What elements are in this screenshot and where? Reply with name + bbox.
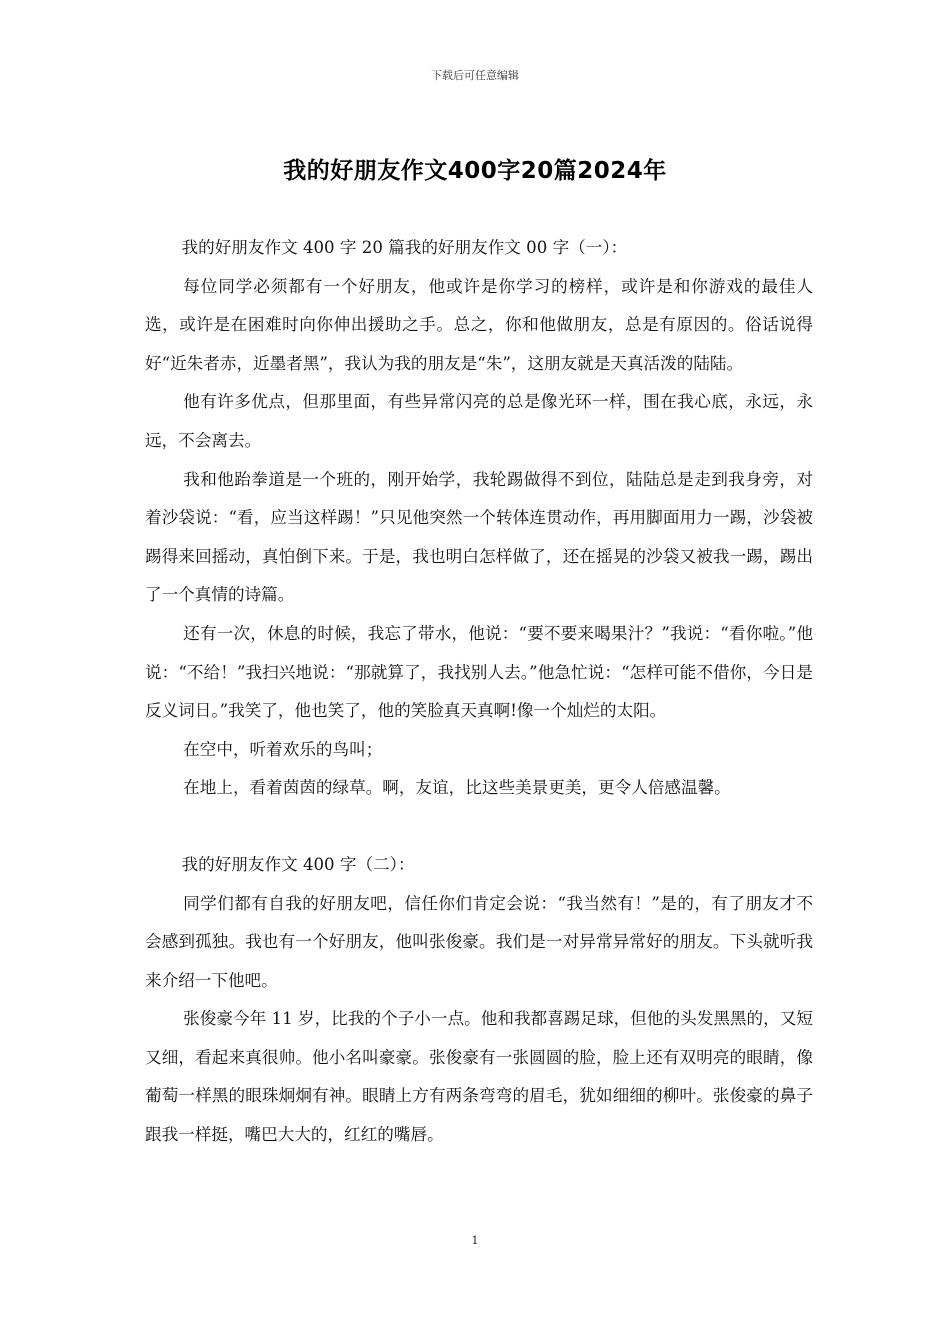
document-body [145, 229, 813, 1155]
paragraph: 他有许多优点，但那里面，有些异常闪亮的总是像光环一样，围在我心底，永远，永远，不会离去。 [145, 392, 813, 450]
paragraph: 在地上，看着茵茵的绿草。啊，友谊，比这些美景更美，更令人倍感温馨。 [183, 778, 731, 798]
page-number: 1 [471, 1234, 479, 1247]
paragraph: 每位同学必须都有一个好朋友，他或许是你学习的榜样，或许是和你游戏的最佳人选，或许是在困难时向你伸出援助之手。总之，你和他做朋友，总是有原因的。俗话说得好“近朱者赤，近墨者黑”，我认为我的朋友是“朱”，这朋友就是天真活泼的陆陆。 [145, 276, 813, 373]
paragraph: 在空中，听着欢乐的鸟叫； [183, 739, 383, 759]
header-note: 下载后可任意编辑 [431, 69, 519, 82]
document-title: 我的好朋友作文400字20篇2024年 [283, 158, 667, 184]
paragraph: 张俊豪今年 11 岁，比我的个子小一点。他和我都喜踢足球，但他的头发黑黑的，又短又细，看起来真很帅。他小名叫豪豪。张俊豪有一张圆圆的脸，脸上还有双明亮的眼睛，像葡萄一样黑的眼珠炯炯有神。眼睛上方有两条弯弯的眉毛，犹如细细的柳叶。张俊豪的鼻子跟我一样挺，嘴巴大大的，红红的嘴唇。 [145, 1009, 813, 1145]
section-spacer [145, 808, 813, 846]
paragraph: 我和他跆拳道是一个班的，刚开始学，我轮踢做得不到位，陆陆总是走到我身旁，对着沙袋说：“看，应当这样踢！”只见他突然一个转体连贯动作，再用脚面用力一踢，沙袋被踢得来回摇动，真怕倒下来。于是，我也明白怎样做了，还在摇晃的沙袋又被我一踢，踢出了一个真情的诗篇。 [145, 469, 813, 605]
section-2-heading: 我的好朋友作文 400 字（二）： [181, 854, 415, 874]
paragraph: 同学们都有自我的好朋友吧，信任你们肯定会说：“我当然有！”是的，有了朋友才不会感到孤独。我也有一个好朋友，他叫张俊豪。我们是一对异常异常好的朋友。下头就听我来介绍一下他吧。 [145, 893, 813, 990]
paragraph: 还有一次，休息的时候，我忘了带水，他说：“要不要来喝果汁？”我说：“看你啦。”他说：“不给！”我扫兴地说：“那就算了，我找别人去。”他急忙说：“怎样可能不借你，今日是反义词日。”我笑了，他也笑了，他的笑脸真天真啊!像一个灿烂的太阳。 [145, 623, 813, 721]
section-1-heading: 我的好朋友作文 400 字 20 篇我的好朋友作文 00 字（一）： [181, 238, 628, 257]
